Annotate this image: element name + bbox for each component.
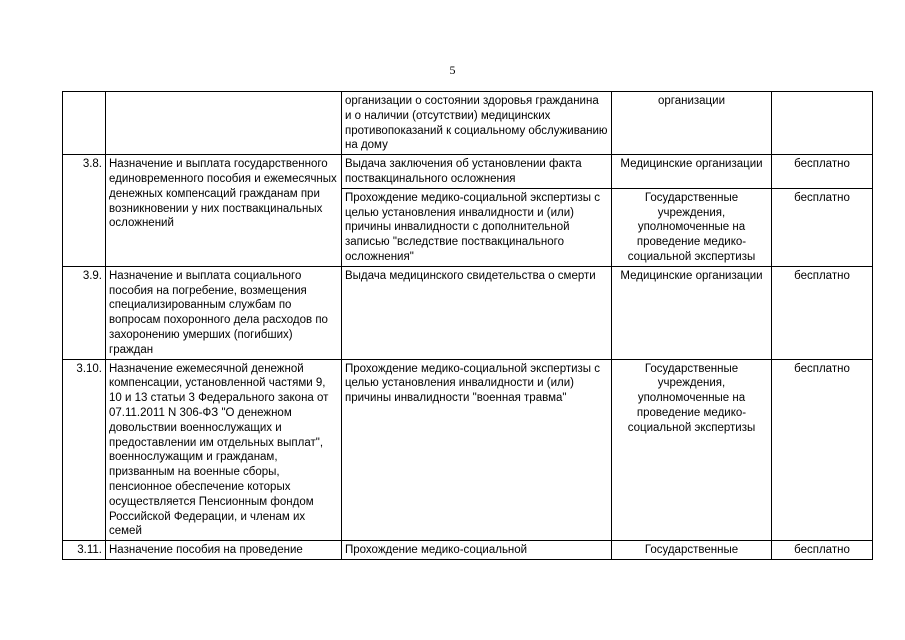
row-number: 3.9.	[63, 266, 106, 359]
page-number: 5	[449, 63, 456, 77]
table-row	[63, 155, 873, 189]
row-number	[63, 92, 106, 155]
issuing-organization: Государственные учреждения, уполномоченные на проведение медико-социальной экспертизы	[612, 188, 772, 266]
table-row	[63, 92, 873, 155]
document-description: Прохождение медико-социальной	[342, 541, 612, 560]
row-number: 3.8.	[63, 155, 106, 267]
service-name	[106, 92, 342, 155]
table-row	[63, 541, 873, 560]
service-name: Назначение ежемесячной денежной компенсации, установленной частями 9, 10 и 13 статьи 3 Федерального закона от 07.11.2011 N 306-ФЗ "О денежном довольствии военнослужащих и предоставлении им отдельных выплат", военнослужащим и гражданам, призванным на военные сборы, пенсионное обеспечение которых осуществляется Пенсионным фондом Российской Федерации, и членам их семей	[106, 359, 342, 541]
row-number: 3.10.	[63, 359, 106, 541]
fee: бесплатно	[772, 266, 873, 359]
table-row	[63, 359, 873, 541]
document-description: организации о состоянии здоровья гражданина и о наличии (отсутствии) медицинских противопоказаний к социальному обслуживанию на дому	[342, 92, 612, 155]
fee: бесплатно	[772, 188, 873, 266]
issuing-organization: Государственные	[612, 541, 772, 560]
fee: бесплатно	[772, 155, 873, 189]
service-name: Назначение пособия на проведение	[106, 541, 342, 560]
issuing-organization: Государственные учреждения, уполномоченные на проведение медико-социальной экспертизы	[612, 359, 772, 541]
issuing-organization: Медицинские организации	[612, 266, 772, 359]
services-table	[62, 91, 873, 560]
document-description: Прохождение медико-социальной экспертизы с целью установления инвалидности и (или) причины инвалидности "военная травма"	[342, 359, 612, 541]
document-description: Выдача медицинского свидетельства о смерти	[342, 266, 612, 359]
fee	[772, 92, 873, 155]
fee: бесплатно	[772, 541, 873, 560]
issuing-organization: Медицинские организации	[612, 155, 772, 189]
service-name: Назначение и выплата социального пособия на погребение, возмещения специализированным службам по вопросам похоронного дела расходов по захоронению умерших (погибших) граждан	[106, 266, 342, 359]
document-description: Прохождение медико-социальной экспертизы с целью установления инвалидности и (или) причины инвалидности с дополнительной записью "вследствие поствакцинального осложнения"	[342, 188, 612, 266]
issuing-organization: организации	[612, 92, 772, 155]
fee: бесплатно	[772, 359, 873, 541]
document-description: Выдача заключения об установлении факта поствакцинального осложнения	[342, 155, 612, 189]
table-row	[63, 266, 873, 359]
row-number: 3.11.	[63, 541, 106, 560]
service-name: Назначение и выплата государственного единовременного пособия и ежемесячных денежных компенсаций гражданам при возникновении у них поствакцинальных осложнений	[106, 155, 342, 267]
